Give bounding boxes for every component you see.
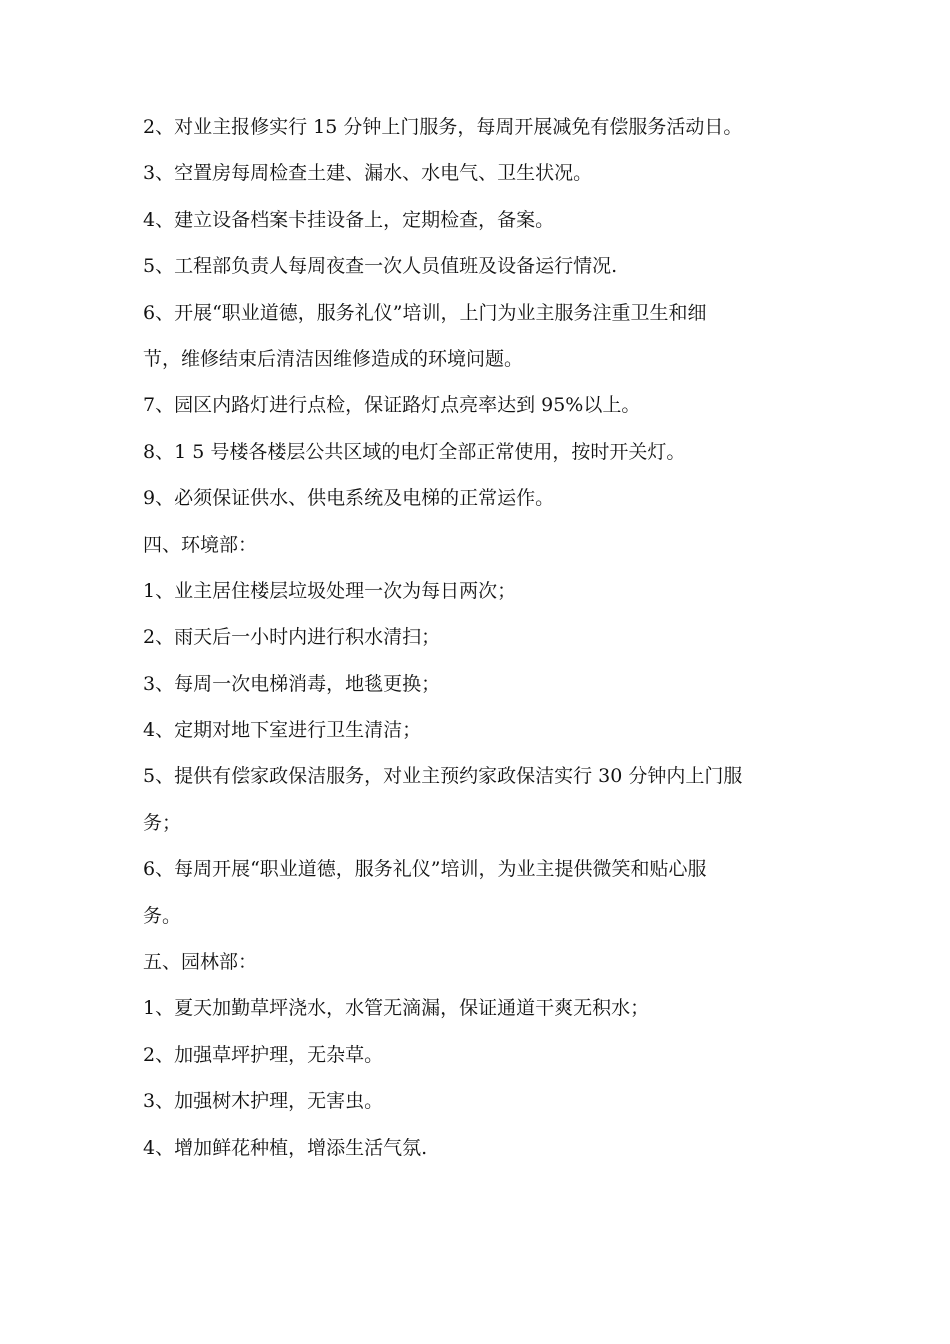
text-line: 3、空置房每周检查土建、漏水、水电气、卫生状况。	[143, 162, 593, 185]
text-line: 9、必须保证供水、供电系统及电梯的正常运作。	[143, 487, 555, 510]
section-heading: 四、环境部：	[143, 533, 258, 556]
text-line: 5、工程部负责人每周夜查一次人员值班及设备运行情况.	[143, 255, 618, 278]
document-body	[143, 104, 823, 1171]
text-line: 3、加强树木护理，无害虫。	[143, 1090, 384, 1113]
text-line: 2、加强草坪护理，无杂草。	[143, 1043, 384, 1066]
text-line: 2、雨天后一小时内进行积水清扫；	[143, 626, 441, 649]
text-line: 5、提供有偿家政保洁服务，对业主预约家政保洁实行 30 分钟内上门服	[143, 765, 743, 788]
text-line: 务。	[143, 904, 182, 927]
text-line: 1、夏天加勤草坪浇水，水管无滴漏，保证通道干爽无积水；	[143, 997, 650, 1020]
text-line: 8、1 5 号楼各楼层公共区域的电灯全部正常使用，按时开关灯。	[143, 440, 686, 463]
text-line: 6、开展“职业道德，服务礼仪”培训，上门为业主服务注重卫生和细	[143, 301, 707, 324]
section-heading: 五、园林部：	[143, 951, 258, 974]
text-line: 2、对业主报修实行 15 分钟上门服务，每周开展减免有偿服务活动日。	[143, 116, 743, 138]
text-line: 1、业主居住楼层垃圾处理一次为每日两次；	[143, 579, 517, 602]
text-line: 4、定期对地下室进行卫生清洁；	[143, 719, 422, 742]
text-line: 节，维修结束后清洁因维修造成的环境问题。	[143, 347, 524, 370]
text-line: 务；	[143, 811, 182, 834]
text-line: 3、每周一次电梯消毒，地毯更换；	[143, 672, 441, 695]
text-line: 7、园区内路灯进行点检，保证路灯点亮率达到 95%以上。	[143, 394, 641, 417]
text-line: 4、建立设备档案卡挂设备上，定期检查，备案。	[143, 208, 555, 231]
text-line: 4、增加鲜花种植，增添生活气氛.	[143, 1136, 428, 1159]
text-line: 6、每周开展“职业道德，服务礼仪”培训，为业主提供微笑和贴心服	[143, 858, 707, 881]
